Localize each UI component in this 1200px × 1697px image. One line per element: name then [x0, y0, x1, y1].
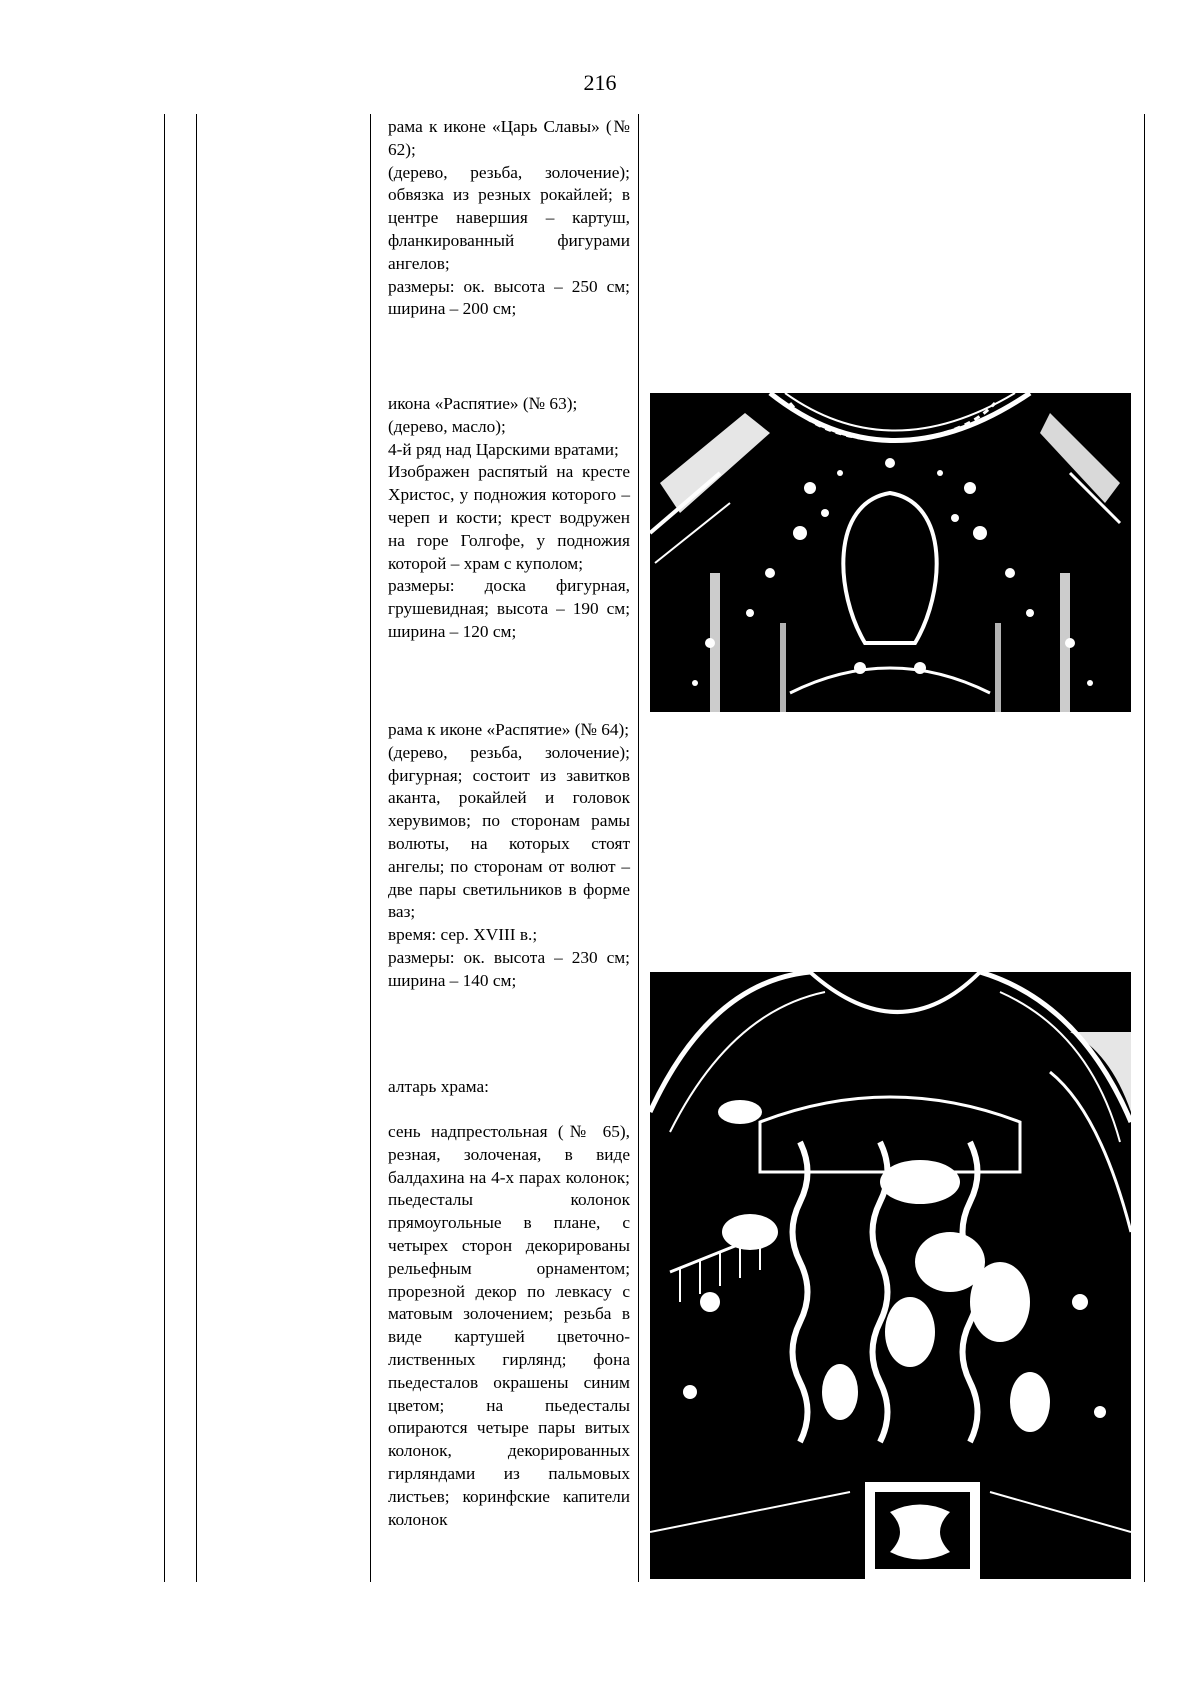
- entry-line: время: сер. XVIII в.;: [388, 925, 538, 945]
- entry-line: размеры: ок. высота – 230 см; ширина – 140 см;: [388, 947, 630, 990]
- photo-altar-canopy-image: [650, 972, 1131, 1579]
- entry-frame-raspyatie: [388, 719, 630, 993]
- page-number: 216: [583, 70, 617, 95]
- entry-line: алтарь храма:: [388, 1077, 489, 1096]
- entry-line: (дерево, резьба, золочение); обвязка из резных рокайлей; в центре навершия – картуш, фланкированный фигурами ангелов;: [388, 162, 630, 273]
- entry-line: (дерево, масло);: [388, 416, 506, 436]
- entry-line: рама к иконе «Царь Славы» (№ 62);: [388, 117, 630, 159]
- table-border-text-right: [638, 114, 639, 1582]
- entry-line: рама к иконе «Распятие» (№ 64);: [388, 720, 630, 739]
- photo-iconostasis-top: [650, 393, 1131, 712]
- entry-line: Изображен распятый на кресте Христос, у подножия которого – череп и кости; крест водружен на горе Голгофе, у подножия которой – храм с куполом;: [388, 462, 630, 573]
- entry-line: икона «Распятие» (№ 63);: [388, 394, 578, 413]
- entry-line: размеры: доска фигурная, грушевидная; высота – 190 см; ширина – 120 см;: [388, 576, 630, 641]
- photo-iconostasis-top-image: [650, 393, 1131, 712]
- entry-icon-raspyatie: [388, 393, 630, 644]
- entry-altar-heading: [388, 1076, 630, 1099]
- table-border-left: [164, 114, 165, 1582]
- photo-altar-canopy: [650, 972, 1131, 1579]
- table-border-text-left: [370, 114, 371, 1582]
- entry-line: сень надпрестольная (№ 65), резная, золоченая, в виде балдахина на 4-х парах колонок; пьедесталы колонок прямоугольные в плане, с четырех сторон декорированы рельефным орнаментом; прорезной декор по левкасу с матовым золочением; резьба в виде картушей цветочно-лиственных гирлянд; фона пьедесталов окрашены синим цветом; на пьедесталы опираются четыре пары витых колонок, декорированных гирляндами из пальмовых листьев; коринфские капители колонок: [388, 1122, 630, 1529]
- entry-line: 4-й ряд над Царскими вратами;: [388, 439, 619, 459]
- table-border-right: [1144, 114, 1145, 1582]
- entry-line: (дерево, резьба, золочение); фигурная; состоит из завитков аканта, рокайлей и головок херувимов; по сторонам рамы волюты, на которых стоят ангелы; по сторонам от волют – две пары светильников в форме ваз;: [388, 742, 630, 922]
- entry-sen-nadprestolnaya: [388, 1121, 630, 1531]
- description-column: [388, 114, 630, 1582]
- table-border-second: [196, 114, 197, 1582]
- entry-line: размеры: ок. высота – 250 см; ширина – 200 см;: [388, 276, 630, 319]
- entry-frame-tsar-slavy: [388, 116, 630, 321]
